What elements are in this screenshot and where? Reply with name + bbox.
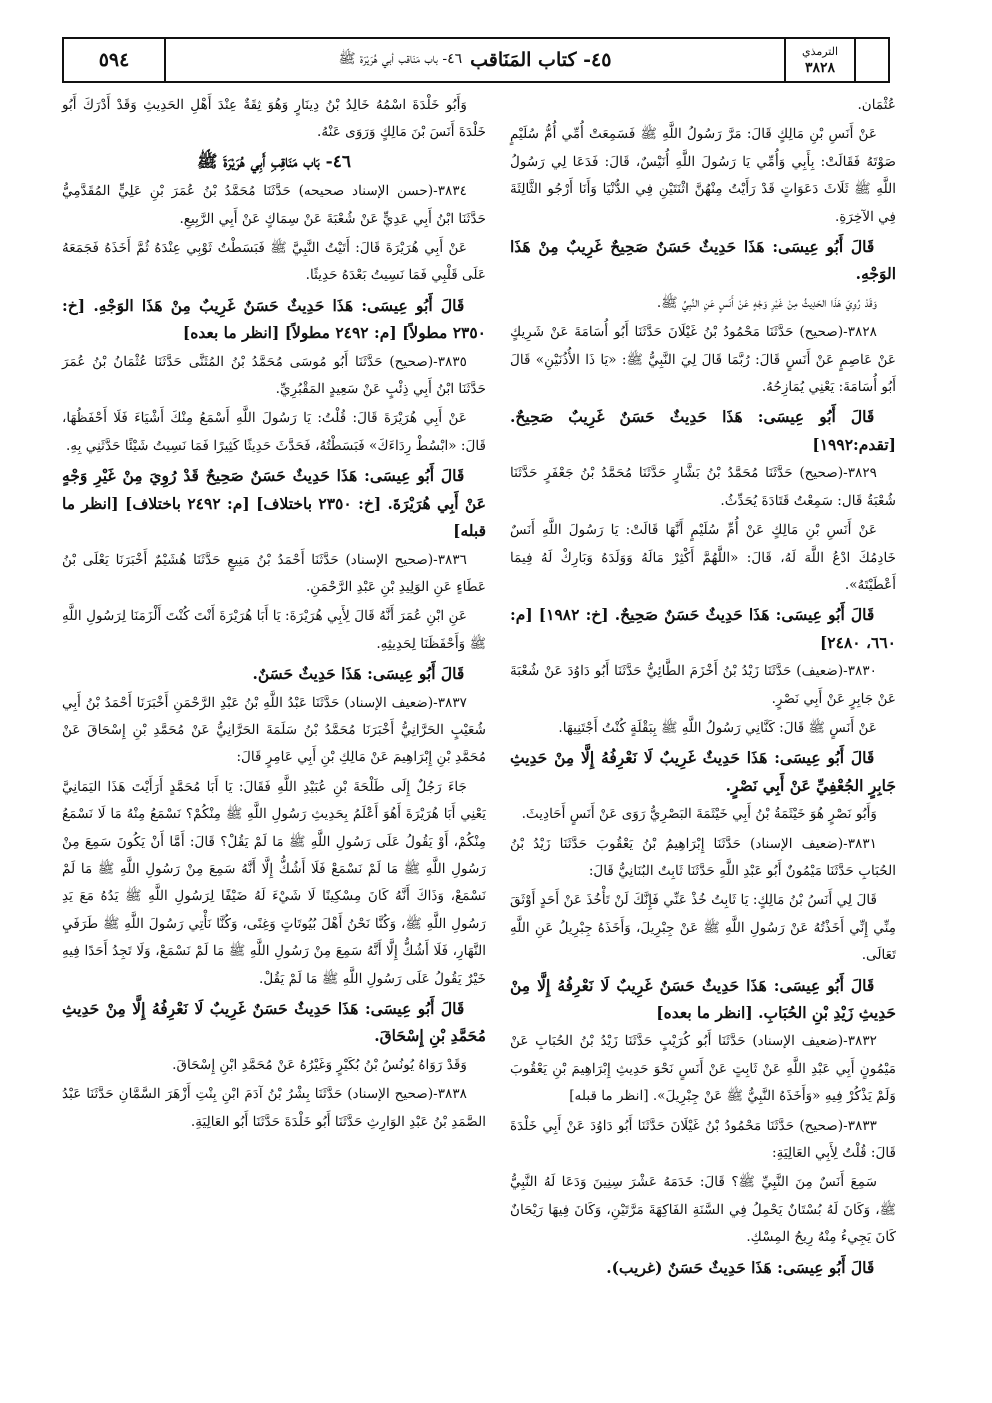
hadith-chain: ٣٨٣٤-(حسن الإسناد صحيحه) حَدَّثَنَا مُحَمَّدُ بْنُ عُمَرَ بْنِ عَلِيٍّ المُقَدَّمِيُّ حَدَّثَنَا ابْنُ أَبِي عَدِيٍّ عَنْ شُعْبَةَ عَنْ سِمَاكٍ عَنْ أَبِي الرَّبِيعِ. <box>62 183 486 227</box>
running-title <box>164 39 784 81</box>
hadith-chain: ٣٨٢٩-(صحيح) حَدَّثَنَا مُحَمَّدُ بْنُ بَشَّارٍ حَدَّثَنَا مُحَمَّدُ بْنُ جَعْفَرٍ حَدَّثَنَا شُعْبَةُ قَال: سَمِعْتُ قَتَادَةَ يُحَدِّثُ. <box>510 465 896 509</box>
hadith-text: عَنْ أَنَسِ بْنِ مَالِكٍ قَالَ: مَرَّ رَسُولُ اللَّهِ ﷺ فَسَمِعَتْ أُمِّي أُمُّ سُلَيْمٍ صَوْتَهُ فَقَالَتْ: بِأَبِي وَأُمِّي يَا رَسُولَ اللَّهِ أُنَيْسٌ، قَالَ: فَدَعَا لِي رَسُولُ اللَّهِ ﷺ ثَلَاثَ دَعَوَاتٍ قَدْ رَأَيْتُ مِنْهُنَّ اثْنَتَيْنِ فِي الدُّنْيَا وَأَنَا أَرْجُو الثَّالِثَةَ فِي الآخِرَةِ. <box>510 126 896 225</box>
tirmidhi-comment: قَالَ أَبُو عِيسَى: هَذَا حَدِيثٌ حَسَنٌ صَحِيحٌ. [خ: ١٩٨٢] [م: ٦٦٠، ٢٤٨٠] <box>510 605 896 652</box>
hadith-text: عَنْ أَنَسٍ ﷺ قَالَ: كَنَّانِي رَسُولُ اللَّهِ ﷺ بِبَقْلَةٍ كُنْتُ أَجْتَنِيهَا. <box>558 719 877 736</box>
tirmidhi-comment: قَالَ أَبُو عِيسَى: هَذَا حَدِيثٌ حَسَنٌ غَرِيبٌ صَحِيحٌ. [تقدم:١٩٩٢] <box>510 407 896 454</box>
tirmidhi-comment: قَالَ أَبُو عِيسَى: هَذَا حَدِيثٌ حَسَنٌ صَحِيحٌ قَدْ رُوِيَ مِنْ غَيْرِ وَجْهٍ عَنْ أَبِي هُرَيْرَةَ. [خ: ٢٣٥٠ باختلاف] [م: ٢٤٩٢ باختلاف] [انظر ما قبله] <box>62 466 486 541</box>
book-title: ٤٥- كتاب المَنَاقب <box>470 49 612 71</box>
hadith-text: سَمِعَ أَنَسٌ مِنَ النَّبِيِّ ﷺ؟ قَالَ: خَدَمَهُ عَشْرَ سِنِينَ وَدَعَا لَهُ النَّبِيُّ ﷺ، وَكَانَ لَهُ بُسْتَانٌ يَحْمِلُ فِي السَّنَةِ الفَاكِهَةَ مَرَّتَيْنِ، وَكَانَ فِيهَا رَيْحَانٌ كَانَ يَجِيءُ مِنْهُ رِيحُ المِسْكِ. <box>510 1174 896 1246</box>
page-header <box>62 37 890 83</box>
paragraph: وَقَدْ رُوِيَ هَذَا الحَدِيثُ مِنْ غَيْرِ وَجْهٍ عَنْ أَنَسٍ عَنِ النَّبِيِّ ﷺ. <box>656 294 877 311</box>
hadith-chain: ٣٨٣١-(ضعيف الإسناد) حَدَّثَنَا إِبْرَاهِيمُ بْنُ يَعْقُوبَ حَدَّثَنَا زَيْدُ بْنُ الحُبَابِ حَدَّثَنَا مَيْمُونٌ أَبُو عَبْدِ اللَّهِ حَدَّثَنَا ثَابِتٌ البُنَانِيُّ قَالَ: <box>510 835 896 879</box>
hadith-chain: ٣٨٣٦-(صحيح الإسناد) حَدَّثَنَا أَحْمَدُ بْنُ مَنِيعٍ حَدَّثَنَا هُشَيْمٌ أَخْبَرَنَا يَعْلَى بْنُ عَطَاءٍ عَنِ الوَلِيدِ بْنِ عَبْدِ الرَّحْمَنِ. <box>62 551 486 595</box>
paragraph: وَأَبُو نَصْرٍ هُوَ خَيْثَمَةُ بْنُ أَبِي خَيْثَمَةَ البَصْرِيُّ رَوَى عَنْ أَنَسٍ أَحَادِيثَ. <box>521 806 877 823</box>
left-column <box>62 92 486 1138</box>
hadith-text: عَنْ أَنَسِ بْنِ مَالِكٍ عَنْ أُمِّ سُلَيْمٍ أَنَّهَا قَالَتْ: يَا رَسُولَ اللَّهِ أَنَسٌ خَادِمُكَ ادْعُ اللَّهَ لَهُ، قَالَ: «اللَّهُمَّ أَكْثِرْ مَالَهُ وَوَلَدَهُ وَبَارِكْ لَهُ فِيمَا أَعْطَيْتَهُ». <box>510 522 896 593</box>
right-column <box>510 92 896 1283</box>
hadith-chain: ٣٨٣٧-(ضعيف الإسناد) حَدَّثَنَا عَبْدُ اللَّهِ بْنُ عَبْدِ الرَّحْمَنِ أَخْبَرَنَا أَحْمَدُ بْنُ أَبِي شُعَيْبٍ الحَرَّانِيُّ أَخْبَرَنَا مُحَمَّدُ بْنُ سَلَمَةَ الحَرَّانِيُّ عَنْ مُحَمَّدِ بْنِ إِسْحَاقَ عَنْ مُحَمَّدِ بْنِ إِبْرَاهِيمَ عَنْ مَالِكِ بْنِ أَبِي عَامِرٍ قَالَ: <box>62 694 486 766</box>
tirmidhi-comment: قَالَ أَبُو عِيسَى: هَذَا حَدِيثٌ حَسَنٌ غَرِيبٌ مِنْ هَذَا الوَجْهِ. [خ: ٢٣٥٠ مطولاً] [م: ٢٤٩٢ مطولاً] [انظر ما بعده] <box>62 295 486 343</box>
header-blank-cell <box>854 39 888 81</box>
hadith-chain: ٣٨٣٥-(صحيح) حَدَّثَنَا أَبُو مُوسَى مُحَمَّدُ بْنُ المُثَنَّى حَدَّثَنَا عُثْمَانُ بْنُ عُمَرَ حَدَّثَنَا ابْنُ أَبِي ذِئْبٍ عَنْ سَعِيدٍ المَقْبُرِيِّ. <box>62 353 486 398</box>
hadith-chain: ٣٨٢٨-(صحيح) حَدَّثَنَا مَحْمُودُ بْنُ غَيْلَانَ حَدَّثَنَا أَبُو أُسَامَةَ عَنْ شَرِيكٍ عَنْ عَاصِمٍ عَنْ أَنَسٍ قَالَ: رُبَّمَا قَالَ لِيَ النَّبِيُّ ﷺ: «يَا ذَا الأُذُنَيْنِ» قَالَ أَبُو أُسَامَةَ: يَعْنِي يُمَازِحُهُ. <box>510 324 896 396</box>
tirmidhi-comment: قَالَ أَبُو عِيسَى: هَذَا حَدِيثٌ غَرِيبٌ لَا نَعْرِفُهُ إِلَّا مِنْ حَدِيثِ جَابِرٍ الجُعْفِيِّ عَنْ أَبِي نَصْرٍ. <box>510 748 896 795</box>
hadith-text: عَنْ أَبِي هُرَيْرَةَ قَالَ: أَتَيْتُ النَّبِيَّ ﷺ فَبَسَطْتُ ثَوْبِي عِنْدَهُ ثُمَّ أَخَذَهُ فَجَمَعَهُ عَلَى قَلْبِي فَمَا نَسِيتُ بَعْدَهُ حَدِيثًا. <box>62 240 486 284</box>
tirmidhi-comment: قَالَ أَبُو عِيسَى: هَذَا حَدِيثٌ حَسَنٌ صَحِيحٌ غَرِيبٌ مِنْ هَذَا الوَجْهِ. <box>510 237 896 284</box>
paragraph: عُثْمَان. <box>857 97 896 113</box>
hadith-reference <box>784 39 854 81</box>
author-name: الترمذي <box>801 45 839 58</box>
page-number: ٥٩٤ <box>98 49 130 71</box>
hadith-chain: ٣٨٣٣-(صحيح) حَدَّثَنَا مَحْمُودُ بْنُ غَيْلَانَ حَدَّثَنَا أَبُو دَاوُدَ عَنْ أَبِي خَلْدَةَ قَالَ: قُلْتُ لِأَبِي العَالِيَةِ: <box>510 1117 896 1162</box>
hadith-chain: ٣٨٣٢-(ضعيف الإسناد) حَدَّثَنَا أَبُو كُرَيْبٍ حَدَّثَنَا زَيْدُ بْنُ الحُبَابِ عَنْ مَيْمُونٍ أَبِي عَبْدِ اللَّهِ عَنْ ثَابِتٍ عَنْ أَنَسٍ نَحْوَ حَدِيثِ إِبْرَاهِيمَ بْنِ يَعْقُوبَ وَلَمْ يَذْكُرْ فِيهِ «وَأَخَذَهُ النَّبِيُّ ﷺ عَنْ جِبْرِيلَ». [انظر ما قبله] <box>510 1033 896 1105</box>
tirmidhi-comment: قَالَ أَبُو عِيسَى: هَذَا حَدِيثٌ حَسَنٌ غَرِيبٌ لَا نَعْرِفُهُ إِلَّا مِنْ حَدِيثِ زَيْدِ بْنِ الحُبَابِ. [انظر ما بعده] <box>510 975 896 1022</box>
tirmidhi-comment: قَالَ أَبُو عِيسَى: هَذَا حَدِيثٌ حَسَنٌ (غريب). <box>606 1257 875 1277</box>
hadith-chain: ٣٨٣٨-(صحيح الإسناد) حَدَّثَنَا بِشْرُ بْنُ آدَمَ ابْنِ بِنْتِ أَزْهَرَ السَّمَّانِ حَدَّثَنَا عَبْدُ الصَّمَدِ بْنُ عَبْدِ الوَارِثِ حَدَّثَنَا أَبُو خَلْدَةَ حَدَّثَنَا أَبُو العَالِيَةِ. <box>62 1086 486 1130</box>
chapter-title: ٤٦- باب مَنَاقب أبي هُرَيْرَة ﷺ <box>338 51 463 67</box>
reference-number: ٣٨٢٨ <box>804 60 836 76</box>
hadith-chain: ٣٨٣٠-(ضعيف) حَدَّثَنَا زَيْدُ بْنُ أَخْزَمَ الطَّائِيُّ حَدَّثَنَا أَبُو دَاوُدَ عَنْ شُعْبَةَ عَنْ جَابِرٍ عَنْ أَبِي نَصْرٍ. <box>510 663 896 707</box>
hadith-text: قَالَ لِي أَنَسُ بْنُ مَالِكٍ: يَا ثَابِتُ خُذْ عَنِّي فَإِنَّكَ لَنْ تَأْخُذَ عَنْ أَحَدٍ أَوْثَقَ مِنِّي إِنِّي أَخَذْتُهُ عَنْ رَسُولِ اللَّهِ ﷺ عَنْ جِبْرِيلَ، وَأَخَذَهُ جِبْرِيلُ عَنِ اللَّهِ تَعَالَى. <box>510 892 896 964</box>
chapter-heading: ٤٦- بَاب مَنَاقِبِ أَبِي هُرَيْرَةَ ﷺ <box>197 151 351 172</box>
hadith-text: جَاءَ رَجُلٌ إِلَى طَلْحَةَ بْنِ عُبَيْدِ اللَّهِ فَقَالَ: يَا أَبَا مُحَمَّدٍ أَرَأَيْتَ هَذَا اليَمَانِيَّ يَعْنِي أَبَا هُرَيْرَةَ أَهُوَ أَعْلَمُ بِحَدِيثِ رَسُولِ اللَّهِ ﷺ مِنْكُمْ؟ نَسْمَعُ مِنْهُ مَا لَا نَسْمَعُ مِنْكُمْ، أَوْ يَقُولُ عَلَى رَسُولِ اللَّهِ ﷺ مَا لَمْ يَقُلْ؟ قَالَ: أَمَّا أَنْ يَكُونَ سَمِعَ مِنْ رَسُولِ اللَّهِ ﷺ مَا لَمْ نَسْمَعْ فَلَا أَشُكُّ إِلَّا أَنَّهُ سَمِعَ مِنْ رَسُولِ اللَّهِ ﷺ مَا لَمْ نَسْمَعْ، وَذَاكَ أَنَّهُ كَانَ مِسْكِينًا لَا شَيْءَ لَهُ ضَيْفًا لِرَسُولِ اللَّهِ ﷺ يَدُهُ مَعَ يَدِ رَسُولِ اللَّهِ ﷺ، وَكُنَّا نَحْنُ أَهْلَ بُيُوتَاتٍ وَغِنًى، وَكُنَّا نَأْتِي رَسُولَ اللَّهِ ﷺ طَرَفَيِ النَّهَارِ، فَلَا أَشُكُّ إِلَّا أَنَّهُ سَمِعَ مِنْ رَسُولِ اللَّهِ ﷺ مَا لَمْ نَسْمَعْ، وَلَا تَجِدُ أَحَدًا فِيهِ خَيْرٌ يَقُولُ عَلَى رَسُولِ اللَّهِ ﷺ مَا لَمْ يَقُلْ. <box>62 778 486 987</box>
paragraph: وَقَدْ رَوَاهُ يُونُسُ بْنُ بُكَيْرٍ وَغَيْرُهُ عَنْ مُحَمَّدِ ابْنِ إِسْحَاقَ. <box>172 1056 467 1073</box>
tirmidhi-comment: قَالَ أَبُو عِيسَى: هَذَا حَدِيثٌ حَسَنٌ. <box>252 664 465 684</box>
tirmidhi-comment: قَالَ أَبُو عِيسَى: هَذَا حَدِيثٌ حَسَنٌ غَرِيبٌ لَا نَعْرِفُهُ إِلَّا مِنْ حَدِيثِ مُحَمَّدِ بْنِ إِسْحَاقَ. <box>62 999 486 1046</box>
paragraph: وَأَبُو خَلْدَةَ اسْمُهُ خَالِدُ بْنُ دِينَارٍ وَهُوَ ثِقَةٌ عِنْدَ أَهْلِ الحَدِيثِ وَقَدْ أَدْرَكَ أَبُو خَلْدَةَ أَنَسَ بْنَ مَالِكٍ وَرَوَى عَنْهُ. <box>62 97 486 141</box>
hadith-text: عَنِ ابْنِ عُمَرَ أَنَّهُ قَالَ لِأَبِي هُرَيْرَةَ: يَا أَبَا هُرَيْرَةَ أَنْتَ كُنْتَ أَلْزَمَنَا لِرَسُولِ اللَّهِ ﷺ وَأَحْفَظَنَا لِحَدِيثِهِ. <box>62 608 486 652</box>
hadith-text: عَنْ أَبِي هُرَيْرَةَ قَالَ: قُلْتُ: يَا رَسُولَ اللَّهِ أَسْمَعُ مِنْكَ أَشْيَاءَ فَلَا أَحْفَظُهَا، قَالَ: «ابْسُطْ رِدَاءَكَ» فَبَسَطْتُهُ، فَحَدَّثَ حَدِيثًا كَثِيرًا فَمَا نَسِيتُ شَيْئًا حَدَّثَنِي بِهِ. <box>62 410 486 454</box>
